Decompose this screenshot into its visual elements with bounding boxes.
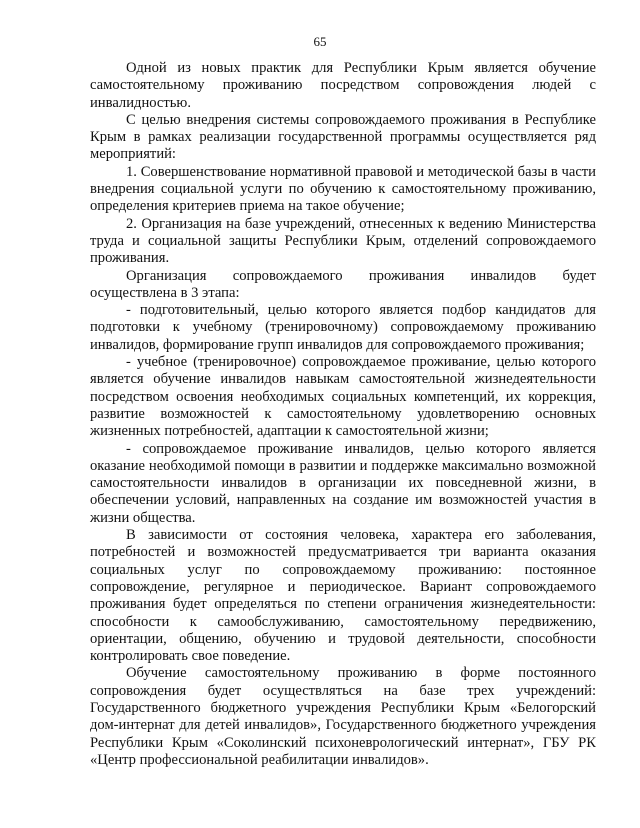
paragraph-measures-intro: С целью внедрения системы сопровождаемого проживания в Республике Крым в рамках реализации государственной программы осуществляется ряд мероприятий:	[90, 111, 596, 163]
page-number: 65	[313, 34, 327, 49]
paragraph-institutions: Обучение самостоятельному проживанию в форме постоянного сопровождения будет осуществляться на базе трех учреждений: Государственного бюджетного учреждения Республики Крым «Белогорский дом-интернат для детей инвалидов», Государственного бюджетного учреждения Республики Крым «Соколинский психоневрологический интернат», ГБУ РК «Центр профессиональной реабилитации инвалидов».	[90, 665, 596, 768]
paragraph-measure-2: 2. Организация на базе учреждений, отнесенных к ведению Министерства труда и социальной защиты Республики Крым, отделений сопровождаемого проживания.	[90, 215, 596, 267]
paragraph-stages-intro: Организация сопровождаемого проживания инвалидов будет осуществлена в 3 этапа:	[90, 267, 596, 301]
paragraph-measure-1: 1. Совершенствование нормативной правовой и методической базы в части внедрения социальной услуги по обучению к самостоятельному проживанию, определения критериев приема на такое обучение;	[90, 163, 596, 215]
paragraph-stage-supported: - сопровождаемое проживание инвалидов, целью которого является оказание необходимой помощи в развитии и поддержке максимально возможной самостоятельности инвалидов в организации их повседневной жизни, в обеспечении условий, направленных на создание им возможностей участия в жизни общества.	[90, 440, 596, 526]
document-body	[90, 60, 596, 769]
paragraph-variants: В зависимости от состояния человека, характера его заболевания, потребностей и возможностей предусматривается три варианта оказания социальных услуг по сопровождаемому проживанию: постоянное сопровождение, регулярное и периодическое. Вариант сопровождаемого проживания будет определяться по степени ограничения жизнедеятельности: способности к самообслуживанию, самостоятельному передвижению, ориентации, общению, обучению и трудовой деятельности, способности контролировать свое поведение.	[90, 527, 596, 665]
paragraph-stage-preparatory: - подготовительный, целью которого является подбор кандидатов для подготовки к учебному (тренировочному) сопровождаемому проживанию инвалидов, формирование групп инвалидов для сопровождаемого проживания;	[90, 302, 596, 353]
paragraph-intro: Одной из новых практик для Республики Крым является обучение самостоятельному проживанию посредством сопровождения людей с инвалидностью.	[90, 60, 596, 111]
paragraph-stage-training: - учебное (тренировочное) сопровождаемое проживание, целью которого является обучение инвалидов навыкам самостоятельной жизнедеятельности посредством освоения необходимых социальных компетенций, их коррекция, развитие возможностей к самостоятельному удовлетворению основных жизненных потребностей, адаптации к самостоятельной жизни;	[90, 354, 596, 440]
